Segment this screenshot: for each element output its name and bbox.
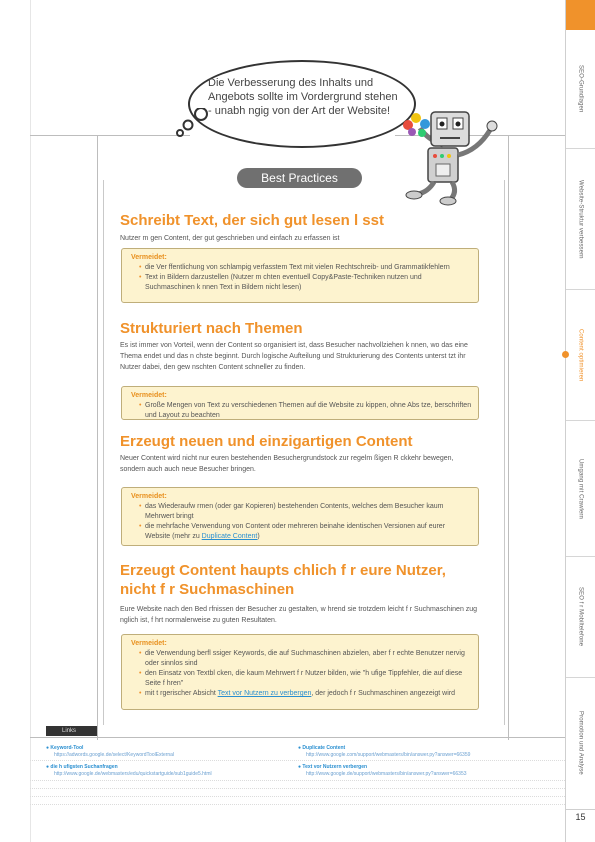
section-title: Strukturiert nach Themen: [120, 320, 303, 337]
page-number: 15: [575, 812, 586, 822]
tab-seo-mobil[interactable]: SEO f r Mobiltelefone: [577, 587, 584, 647]
avoid-item: • mit t rgerischer Absicht Text vor Nutzern zu verbergen, der jedoch f r Suchmaschinen angezeigt wird: [139, 689, 472, 699]
avoid-label: Vermeidet:: [131, 254, 167, 261]
avoid-box: [121, 634, 479, 710]
links-label: Links: [46, 726, 97, 736]
tab-website-struktur[interactable]: Website-Struktur verbessern: [577, 179, 584, 259]
avoid-box: [121, 248, 479, 303]
tab-umgang-crawlern[interactable]: Umgang mit Crawlern: [577, 458, 584, 519]
avoid-item: • Große Mengen von Text zu verschiedenen Themen auf die Website zu kippen, ohne Abs tze, berschriften und Layout zu beachten: [139, 401, 472, 421]
avoid-label: Vermeidet:: [131, 392, 167, 399]
hidden-text-link[interactable]: Text vor Nutzern zu verbergen: [217, 690, 312, 697]
frame-line: [97, 135, 98, 740]
section-body: Eure Website nach den Bed rfnissen der Besucher zu gestalten, w hrend sie trotzdem leicht f r Suchmaschinen zug nglich ist, f hrt normalerweise zu guten Resultaten.: [120, 606, 478, 624]
bubble-tail: [176, 108, 212, 138]
frame-line: [30, 737, 565, 738]
footer-link-title[interactable]: ● Text vor Nutzern verbergen: [298, 764, 368, 770]
robot-mascot-icon: [398, 100, 508, 208]
section-body: Neuer Content wird nicht nur euren bestehenden Besuchergrundstock zur regelm ßigen R ckkehr bewegen, sondern auch auch neue Besucher bringen.: [120, 455, 454, 473]
avoid-item: • die Ver ffentlichung von schlampig verfasstem Text mit vielen Rechtschreib- und Grammatikfehlern: [139, 263, 472, 273]
section-title: Erzeugt Content haupts chlich f r eure Nutzer, nicht f r Suchmaschinen: [120, 562, 446, 598]
footer-link-title[interactable]: ● Duplicate Content: [298, 745, 346, 751]
avoid-box: [121, 386, 479, 420]
avoid-item: • die Verwendung berfl ssiger Keywords, die auf Suchmaschinen abzielen, aber f r echte Benutzer nervig oder sinnlos sind: [139, 649, 472, 669]
tab-promotion[interactable]: Promotion und Analyse: [577, 711, 584, 775]
section-body: Es ist immer von Vorteil, wenn der Content so organisiert ist, dass Besucher nachvollziehen k nnen, wo das eine Thema endet und das n chste beginnt. Durch logische Aufteilung und Strukturierung des Contents unterst tzt ihr Nutzer dabei, den gew nschten Content schneller zu finden.: [120, 342, 468, 371]
footer-link-url[interactable]: http://www.google.de/webmasters/edu/quickstartguide/sub1guide5.html: [54, 771, 212, 777]
footer-link-title[interactable]: ● die h ufigsten Suchanfragen: [46, 764, 118, 770]
active-tab-dot: [562, 351, 569, 358]
footer-rule: [30, 796, 565, 797]
section-title: Erzeugt neuen und einzigartigen Content: [120, 433, 413, 450]
footer-link-url[interactable]: http://www.google.de/support/webmasters/bin/answer.py?answer=66353: [306, 771, 467, 777]
footer-rule: [30, 804, 565, 805]
avoid-item: • Text in Bildern darzustellen (Nutzer m chten eventuell Copy&Paste-Techniken nutzen und Suchmaschinen k nnen Text in Bildern nicht lesen): [139, 273, 472, 293]
tab-seo-grundlagen[interactable]: SEO-Grundlagen: [577, 65, 584, 113]
frame-line: [30, 135, 190, 136]
best-practices-label: Best Practices: [237, 168, 362, 188]
footer-rule: [30, 760, 565, 761]
avoid-box: [121, 487, 479, 546]
duplicate-content-link[interactable]: Duplicate Content: [201, 533, 258, 540]
chapter-marker: [566, 0, 595, 30]
footer-link-url[interactable]: https://adwords.google.de/select/KeywordToolExternal: [54, 752, 175, 758]
tab-content-optimieren[interactable]: Content optimieren: [577, 328, 584, 382]
footer-rule: [30, 780, 565, 781]
footer-link-title[interactable]: ● Keyword-Tool: [46, 745, 84, 751]
section-title: Schreibt Text, der sich gut lesen l sst: [120, 212, 384, 229]
section-body: Nutzer m gen Content, der gut geschrieben und einfach zu erfassen ist: [120, 235, 340, 242]
footer-rule: [30, 788, 565, 789]
footer-link-url[interactable]: http://www.google.com/support/webmasters/bin/answer.py?answer=66359: [306, 752, 471, 758]
avoid-label: Vermeidet:: [131, 640, 167, 647]
page-number-divider: [566, 809, 595, 810]
avoid-item: • die mehrfache Verwendung von Content oder mehreren beinahe identischen Versionen auf eurer Website (mehr zu Duplicate Content): [139, 522, 472, 542]
margin-line: [30, 0, 31, 842]
avoid-item: • das Wiederaufw rmen (oder gar Kopieren) bestehenden Contents, welches dem Besucher kaum Mehrwert bringt: [139, 502, 472, 522]
avoid-label: Vermeidet:: [131, 493, 167, 500]
frame-line: [508, 135, 509, 740]
avoid-item: • den Einsatz von Textbl cken, die kaum Mehrwert f r Nutzer bilden, wie "h ufige Tippfehler, die auf diese Seite f hren": [139, 669, 472, 689]
bubble-text: Die Verbesserung des Inhalts und Angebots sollte im Vordergrund stehen - unabh ngig von der Art der Website!: [208, 77, 398, 117]
